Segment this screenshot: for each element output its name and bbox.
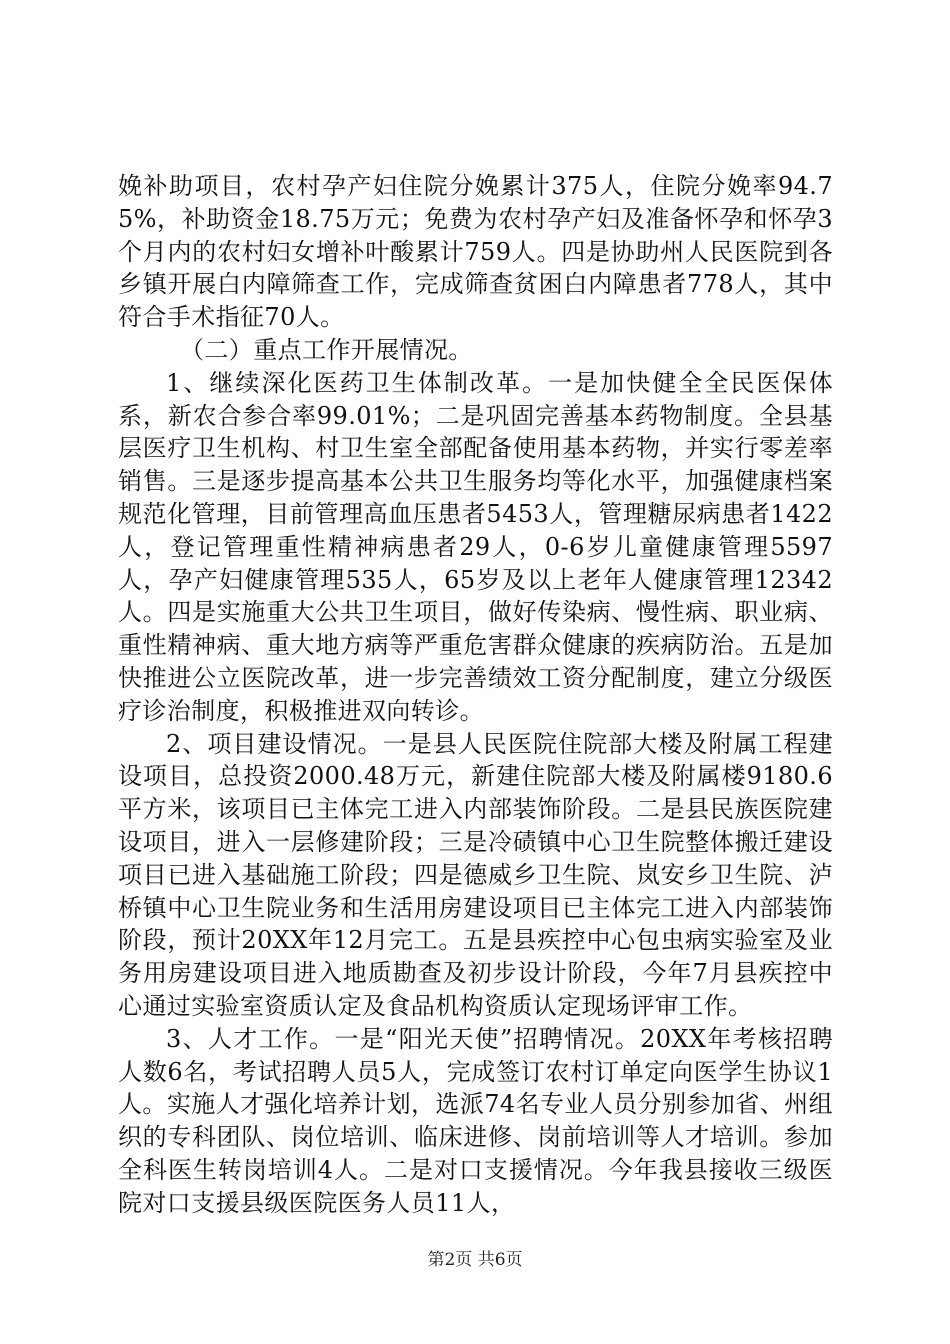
document-body: [118, 170, 833, 1220]
paragraph-talent-work: 3、人才工作。一是“阳光天使”招聘情况。20XX年考核招聘人数6名，考试招聘人员5人，完成签订农村订单定向医学生协议1人。实施人才强化培养计划，选派74名专业人员分别参加省、州组织的专科团队、岗位培训、临床进修、岗前培训等人才培训。参加全科医生转岗培训4人。二是对口支援情况。今年我县接收三级医院对口支援县级医院医务人员11人，: [118, 1024, 833, 1217]
section-heading: （二）重点工作开展情况。: [180, 335, 473, 364]
page-footer: 第2页 共6页: [427, 1250, 523, 1270]
paragraph-medical-reform: 1、继续深化医药卫生体制改革。一是加快健全全民医保体系，新农合参合率99.01%；二是巩固完善基本药物制度。全县基层医疗卫生机构、村卫生室全部配备使用基本药物，并实行零差率销售。三是逐步提高基本公共卫生服务均等化水平，加强健康档案规范化管理，目前管理高血压患者5453人，管理糖尿病患者1422人，登记管理重性精神病患者29人，0-6岁儿童健康管理5597人，孕产妇健康管理535人，65岁及以上老年人健康管理12342人。四是实施重大公共卫生项目，做好传染病、慢性病、职业病、重性精神病、重大地方病等严重危害群众健康的疾病防治。五是加快推进公立医院改革，进一步完善绩效工资分配制度，建立分级医疗诊治制度，积极推进双向转诊。: [118, 368, 833, 725]
paragraph-continuation: 娩补助项目，农村孕产妇住院分娩累计375人，住院分娩率94.75%，补助资金18.75万元；免费为农村孕产妇及准备怀孕和怀孕3个月内的农村妇女增补叶酸累计759人。四是协助州人民医院到各乡镇开展白内障筛查工作，完成筛查贫困白内障患者778人，其中符合手术指征70人。: [118, 172, 833, 332]
paragraph-project-construction: 2、项目建设情况。一是县人民医院住院部大楼及附属工程建设项目，总投资2000.48万元，新建住院部大楼及附属楼9180.6平方米，该项目已主体完工进入内部装饰阶段。二是县民族医院建设项目，进入一层修建阶段；三是冷碛镇中心卫生院整体搬迁建设项目已进入基础施工阶段；四是德威乡卫生院、岚安乡卫生院、泸桥镇中心卫生院业务和生活用房建设项目已主体完工进入内部装饰阶段，预计20XX年12月完工。五是县疾控中心包虫病实验室及业务用房建设项目进入地质勘查及初步设计阶段，今年7月县疾控中心通过实验室资质认定及食品机构资质认定现场评审工作。: [118, 729, 833, 1020]
